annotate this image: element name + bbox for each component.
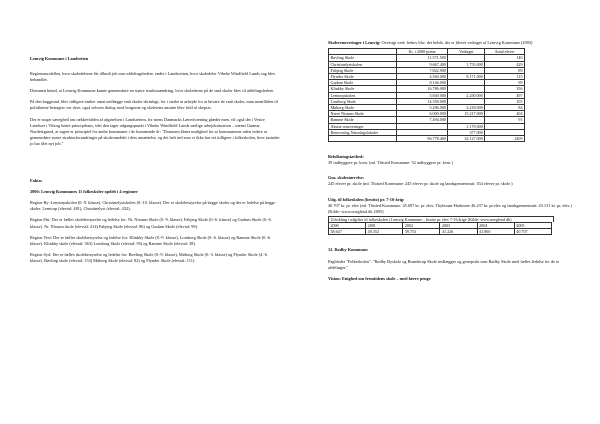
expense-value-cell: 39.753 [403,229,440,235]
value-cell: 96.778.400 [397,135,448,141]
expense-value-cell: 40.352 [366,229,403,235]
left-column [30,0,280,424]
region-text: Region Vest: Der er fælles skolebestyrelse og ledelse for: Klinkby Skole (0.-9. klasse), Lomborg Skole (0.-6. klasse) og Ramme Skole (0.-6. klasse). Klinkby skole (elevtal: 363) Lomborg Skole (elevtal: 95) og Ramme Skole (elevtal: 38). [30,234,272,246]
expense-table-caption: Udvikling i udgifter til folkeskolen i Lemvig Kommune – brutto pr. elev 7-16 årige (Kilde: www.noegletal.dk) [328,216,554,222]
value-row [329,229,552,235]
region-text: Region Øst: Der er fælles skolebestyrelse og ledelse for: Nr. Nissum Skole (0.-9. klasse), Fabjerg Skole (0.-6. klasse) og Gudum Skole (0.-6. klasse). Nr. Nissum skole (elevtal: 414) Fabjerg Skole (elevtal: 86) og Gudum Skole (elevtal: 99). [30,217,272,229]
school-name-cell: Nørre Nissum Skole [329,111,397,117]
school-name-cell: Christinelystskolen [329,61,397,67]
value-cell: 115 [485,73,525,79]
value-cell: 7.822.900 [397,67,448,73]
value-cell: 429 [485,61,525,67]
year-cell: 2005 [514,223,551,229]
value-cell: 99 [485,80,525,86]
value-cell: 32.127.000 [448,135,485,141]
value-cell: 8.146.000 [397,80,448,86]
year-cell: 2004 [477,223,514,229]
rodby-heading: 12. Rødby Kommune: [328,247,369,253]
region-text: Region By: Lemtorpskolen (0.-9. klasse), Christinelystskolen (0.-10. klasse). Der er skolebestyrelse på begge skoler og der er ledelse på begge skoler. Lemtorp (elevtal: 481), Christinelyst (elevtal: 432). [30,200,276,212]
population-heading: Befolkningstæthed: [328,154,364,160]
school-name-cell: Gudum Skole [329,80,397,86]
value-cell: 105 [485,98,525,104]
school-name-cell: Møborg Skole [329,104,397,110]
value-cell: 3.218.000 [448,104,485,110]
school-name-cell: Renovering Naturfagslokaler [329,129,397,135]
value-cell: 91 [485,117,525,123]
expense-text: 40.707 kr. pr. elev (ml. Thisted Kommune: 45.697 kr. pr. elev, Thyborøn-Harboøre 46.237 kr. pr.elev og landsgennemsnit: 43.131 kr. pr. elev.) [328,202,572,208]
value-cell: 356 [485,86,525,92]
rodby-text: Pagbladet "Folkeskolen": "Rødby Byskole og Brunderup Skole nedlægges og genopstår som Rødby Skole med fælles ledelse for de to afdelinger." [328,258,560,270]
value-cell: 140 [485,55,525,61]
facts-label: Fakta: [30,178,43,184]
expense-value-cell: 38.647 [329,229,366,235]
value-cell: 9.667.400 [397,61,448,67]
expense-table [328,222,552,235]
table-caption-text: Oversigt vedr. behov hhv. det beløb, der er blevet vedtaget af Lemvig Kommune (2003) [381,40,533,45]
paragraph: På den baggrund, blev tidligere tanker omat nedlægge små skoler skrinlagt, for i stedet at arbejde for at bevare de små skoler, man mentlliden til politikerne betragter var dyre, også selvom dialog mod borgerne og skolernes ansatte blev fuld af skepsis. [30,99,278,111]
value-cell: 84 [485,104,525,110]
school-name-cell: Bøvling Skole [329,55,397,61]
facts-heading: 2006: Lemvig Kommunes 11 folkeskoler opdelt i 4 regioner [30,189,138,195]
value-cell: 497 [485,92,525,98]
vision-heading: Vision: Enighed om fremtidens skole – med færre penge [328,275,431,281]
value-cell: 4.560.000 [397,73,448,79]
value-cell: 14.359.000 [397,98,448,104]
school-name-cell: Flynder Skole [329,73,397,79]
value-cell: 11.571.500 [397,55,448,61]
year-cell: 2003 [440,223,477,229]
paragraph: Der er noget særegbed om rækkevidden af afgørelsen i Landsretten, for mens Danmarks Lærerforening glæder men, vil også det i Vestre Landsret i Viborg hente principdoms, idet den tager udgangspunkt i Vibeke Windfield Lunds særlige arbejdssituation – menet Gunnar Nordestgaard, at sagen er principiel for andre kommuner i de kommende år: "Dommen åbner mulighed for at kommunerne uden videre at gennemføre større strukturforandringer på skoleområdet i dets ansættelse, og det helt ind som vi ikke har set tidligere i folkeskolen, hvor tusinder jo har fået nyt job." [30,116,280,146]
right-column [328,0,580,424]
year-cell: 2001 [366,223,403,229]
table-header: Kr. i 2000-priser [397,49,448,55]
table-header: Vedtaget [448,49,485,55]
expense-source: (Kilde: www.noegletal.dk 2005) [328,208,384,214]
year-cell: 2002 [403,223,440,229]
value-cell: 8.171.000 [448,73,485,79]
value-cell: 5.296.000 [397,104,448,110]
school-name-cell: Fabjerg Skole [329,67,397,73]
table-caption [328,40,580,46]
value-cell: 16.786.000 [397,86,448,92]
school-name-cell: Akutte renoveringer [329,123,397,129]
section-heading: Lemvig Kommune i Landretten [30,56,89,61]
table-row [329,135,525,141]
value-cell: 89 [485,67,525,73]
region-text: Region Syd: Der er fælles skolebestyrelse og ledelse for: Bøvling Skole (0.-9. klasse), Møborg Skole (0.-3. klasse) og Flynder Skole (4.-6. klasse). Bøvling skole (elevtal: 153) Møborg Skole (elevtal: 82) og Flynder Skole (elevtal: 111). [30,251,269,263]
paragraph: Dommen betød, at Lemvig Kommune kunne gennemføre en større strukturændring, hvor skolederne på de små skoler blev til afdelingsledere. [30,88,275,94]
value-cell: 377.000 [448,129,485,135]
school-name-cell [329,135,397,141]
value-cell: 15.217.000 [448,111,485,117]
year-cell: 2000 [329,223,366,229]
avg-size-heading: Gns. skolestørrelse: [328,175,364,181]
value-cell: 1.755.000 [448,61,485,67]
table-caption-bold: Skolerenoveringer i Lemvig: [328,40,381,45]
value-cell: 1.179.000 [448,123,485,129]
school-name-cell: Ramme Skole [329,117,397,123]
population-text: 39 indbyggere pr. kvm. (ml. Thisted Kommune: 52 indbyggere pr. kvm.) [328,160,453,166]
school-name-cell: Lemtorpskolen [329,92,397,98]
school-name-cell: Lomborg Skole [329,98,397,104]
renovation-table [328,48,525,142]
value-cell: 6.000.000 [397,111,448,117]
expense-heading: Udg. til folkeskolen (brutto) pr. 7-16-årig: [328,196,405,202]
value-cell: 404 [485,111,525,117]
table-header: Antal elever [485,49,525,55]
avg-size-text: 245 elever pr. skole (ml. Thisted Kommune: 245 elever pr. skole og landsgennemsnit: 354 elever pr. skole.) [328,181,513,187]
expense-value-cell: 41.860 [477,229,514,235]
value-cell: 5.840.000 [397,92,448,98]
expense-value-cell: 41.226 [440,229,477,235]
expense-value-cell: 40.707 [514,229,551,235]
value-cell: 2409 [485,135,525,141]
paragraph: Regionsmodellen, hvor skoledeleme får tilbudt job som afdelingsledere, endte i Landsretten, hvor skoledeler Vibeke Windfield Lunds sag blev behandlet. [30,71,276,83]
school-name-cell: Klinkby Skole [329,86,397,92]
value-cell: 2.250.000 [448,92,485,98]
value-cell: 7.494.000 [397,117,448,123]
